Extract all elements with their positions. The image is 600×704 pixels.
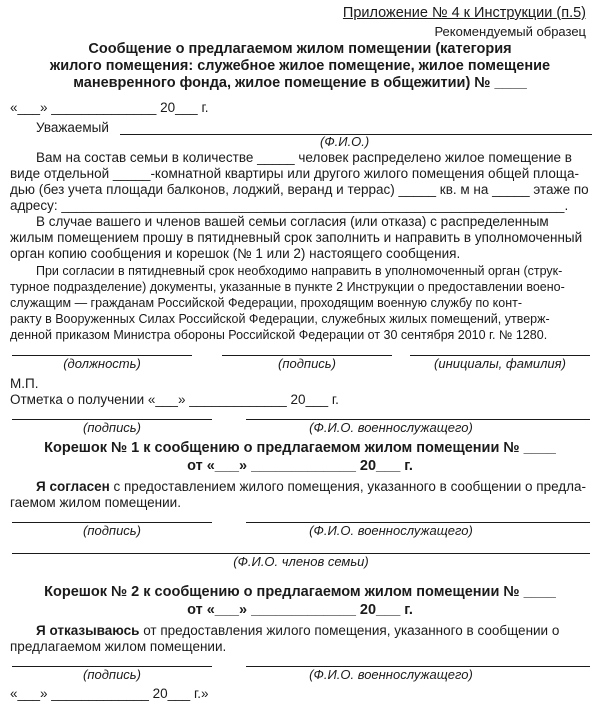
salutation: Уважаемый [36, 120, 109, 135]
receipt-fio-caption: (Ф.И.О. военнослужащего) [309, 420, 473, 435]
stub1-bold-lead: Я согласен [36, 479, 110, 494]
stub1-signature-caption: (подпись) [83, 523, 141, 538]
stub1-fio-caption: (Ф.И.О. военнослужащего) [309, 523, 473, 538]
stub1-text-line-2: гаемом жилом помещении. [10, 495, 181, 510]
position-caption: (должность) [63, 356, 141, 371]
message-title-line-1: Сообщение о предлагаемом жилом помещении (категория [88, 41, 512, 57]
stub2-bold-lead: Я отказываюсь [36, 623, 140, 638]
body-line-7: орган копию сообщения и корешок (№ 1 или 2) настоящего сообщения. [10, 246, 461, 261]
body-line-12: денной приказом Министра обороны Российской Федерации от 30 сентября 2010 г. № 1280. [10, 328, 548, 342]
stub1-date: от «___» _____________ 20___ г. [187, 458, 413, 474]
seal-place: М.П. [10, 376, 39, 391]
stub2-date: от «___» _____________ 20___ г. [187, 602, 413, 618]
body-line-3: дью (без учета площади балконов, лоджий, веранд и террас) _____ кв. м на _____ этаже по [10, 182, 589, 197]
signature-caption: (подпись) [278, 356, 336, 371]
appendix-reference: Приложение № 4 к Инструкции (п.5) [342, 5, 586, 21]
stub1-text-rest: с предоставлением жилого помещения, указанного в сообщении о предла- [109, 479, 587, 494]
stub2-date-line: «___» _____________ 20___ г.» [10, 686, 209, 701]
body-line-4: адресу: ___________________________________________________________________. [10, 198, 569, 213]
body-line-10: служащим — гражданам Российской Федерации, проходящим военную службу по конт- [10, 296, 523, 310]
stub2-text-line-1 [36, 623, 559, 639]
message-date-line: «___» ______________ 20___ г. [10, 100, 209, 115]
receipt-mark: Отметка о получении «___» _____________ 20___ г. [10, 392, 339, 407]
body-line-8: При согласии в пятидневный срок необходимо направить в уполномоченный орган (струк- [36, 264, 563, 278]
receipt-signature-caption: (подпись) [83, 420, 141, 435]
body-line-5: В случае вашего и членов вашей семьи согласия (или отказа) с распределенным [36, 214, 549, 229]
stub1-family-caption: (Ф.И.О. членов семьи) [233, 554, 369, 569]
initials-caption: (инициалы, фамилия) [434, 356, 566, 371]
body-line-11: ракту в Вооруженных Силах Российской Федерации, служебных жилых помещений, утверж- [10, 312, 550, 326]
message-title-line-2: жилого помещения: служебное жилое помещение, жилое помещение [49, 58, 551, 74]
message-title-line-3: маневренного фонда, жилое помещение в общежитии) № ____ [73, 75, 527, 91]
stub1-title: Корешок № 1 к сообщению о предлагаемом жилом помещении № ____ [44, 440, 556, 456]
stub2-title: Корешок № 2 к сообщению о предлагаемом жилом помещении № ____ [44, 584, 556, 600]
body-line-2: виде отдельной _____-комнатной квартиры или другого жилого помещения общей площа- [10, 166, 580, 181]
recommended-sample-label: Рекомендуемый образец [434, 24, 586, 39]
stub2-signature-caption: (подпись) [83, 667, 141, 682]
body-line-9: турное подразделение) документы, указанные в пункте 2 Инструкции о предоставлении воено- [10, 280, 565, 294]
stub2-text-rest: от предоставления жилого помещения, указанного в сообщении о [139, 623, 560, 638]
fio-caption: (Ф.И.О.) [320, 134, 370, 149]
stub1-text-line-1 [36, 479, 586, 495]
stub2-text-line-2: предлагаемом жилом помещении. [10, 639, 227, 654]
body-line-6: жилым помещением прошу в пятидневный срок заполнить и направить в уполномоченный [10, 230, 583, 245]
body-line-1: Вам на состав семьи в количестве _____ человек распределено жилое помещение в [36, 150, 572, 165]
stub2-fio-caption: (Ф.И.О. военнослужащего) [309, 667, 473, 682]
